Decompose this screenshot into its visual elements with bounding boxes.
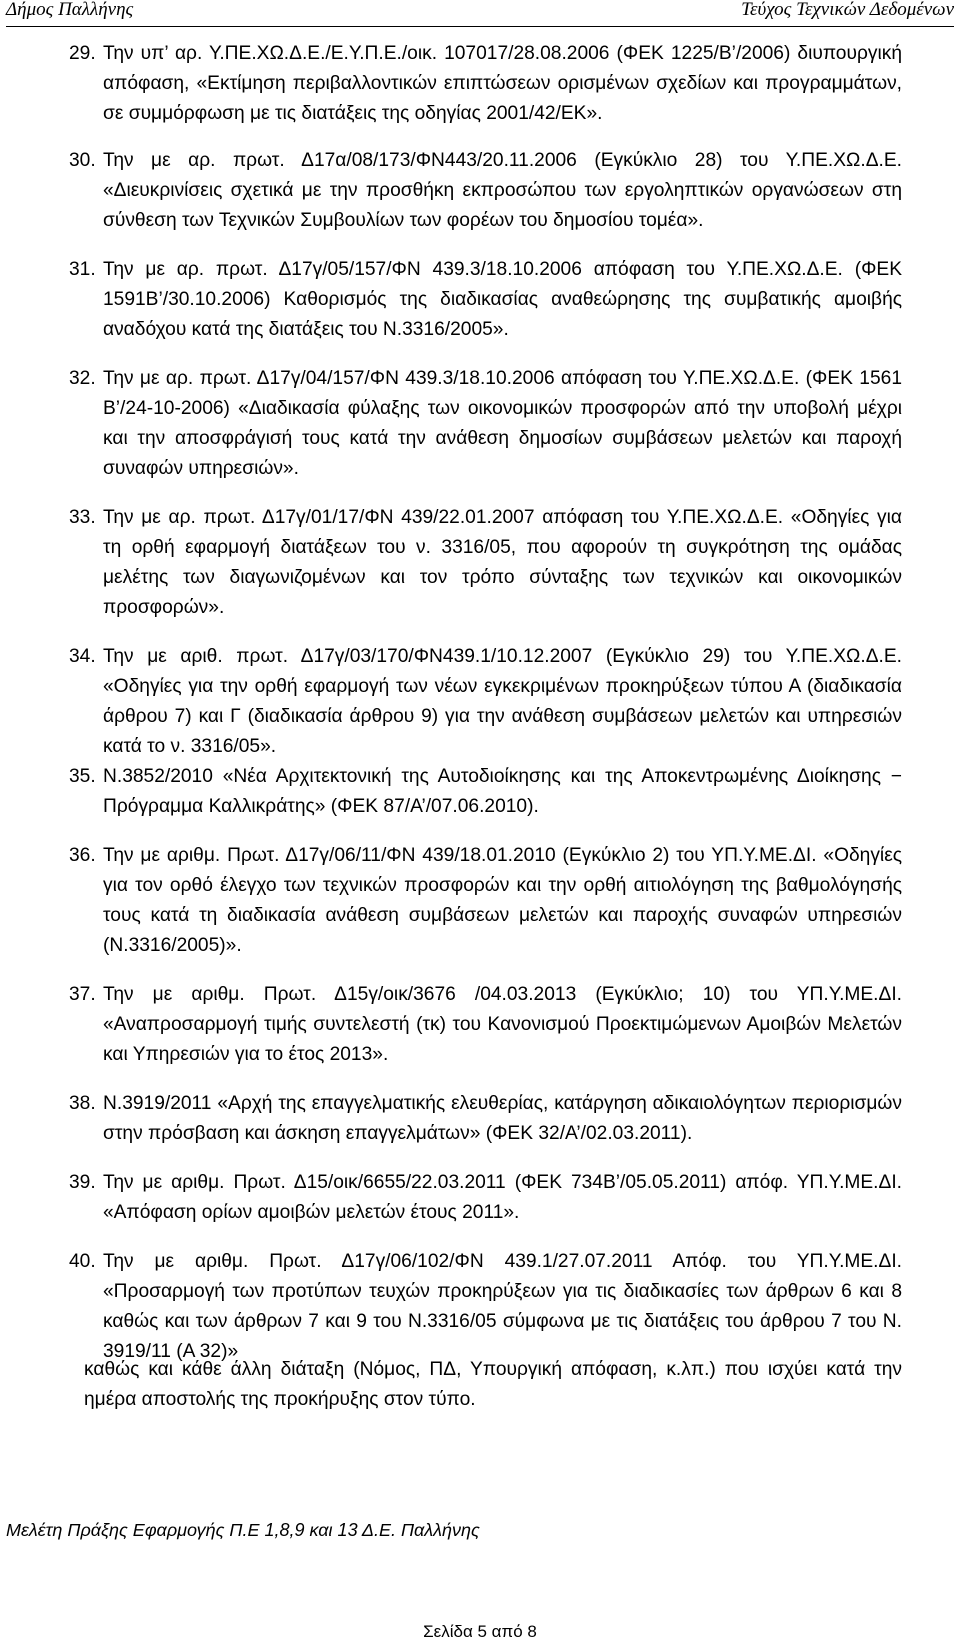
item-number: 36. <box>69 845 96 866</box>
list-item-32 <box>69 364 902 484</box>
item-text: Ν.3919/2011 «Αρχή της επαγγελματικής ελευθερίας, κατάργηση αδικαιολόγητων περιορισμών στην πρόσβαση και άσκηση επαγγελμάτων» (ΦΕΚ 32/Α’/02.03.2011). <box>103 1093 902 1144</box>
header-municipality: Δήμος Παλλήνης <box>6 0 134 20</box>
list-item-29 <box>69 39 902 129</box>
item-number: 34. <box>69 646 96 667</box>
item-number: 29. <box>69 43 96 64</box>
list-item-37 <box>69 980 902 1070</box>
item-text: Την με αριθμ. Πρωτ. Δ17γ/06/102/ΦΝ 439.1/27.07.2011 Απόφ. του ΥΠ.Υ.ΜΕ.ΔΙ. «Προσαρμογή των προτύπων τευχών προκηρύξεων για τις διαδικασίες των άρθρων 6 και 8 καθώς και των άρθρων 7 και 9 του Ν.3316/05 σύμφωνα με τις διατάξεις του άρθρου 7 του Ν. 3919/11 (Α 32)» <box>103 1251 902 1362</box>
item-text: Την με αριθμ. Πρωτ. Δ17γ/06/11/ΦΝ 439/18.01.2010 (Εγκύκλιο 2) του ΥΠ.Υ.ΜΕ.ΔΙ. «Οδηγίες για τον ορθό έλεγχο των τεχνικών προσφορών και την ορθή αιτιολόγηση της βαθμολόγησής τους κατά τη διαδικασία ανάθεση συμβάσεων μελετών και παροχής συναφών υπηρεσιών (Ν.3316/2005)». <box>103 845 902 956</box>
list-item-35 <box>69 762 902 822</box>
legislation-list <box>69 39 902 1367</box>
item-number: 33. <box>69 507 96 528</box>
page-number: Σελίδα 5 από 8 <box>423 1622 537 1641</box>
item-number: 30. <box>69 150 96 171</box>
item-number: 40. <box>69 1251 96 1272</box>
item-number: 32. <box>69 368 96 389</box>
list-item-39 <box>69 1168 902 1228</box>
list-item-38 <box>69 1089 902 1149</box>
item-text: Την με αριθ. πρωτ. Δ17γ/03/170/ΦΝ439.1/10.12.2007 (Εγκύκλιο 29) του Υ.ΠΕ.ΧΩ.Δ.Ε. «Οδηγίες για την ορθή εφαρμογή των νέων εγκεκριμένων προκηρύξεων τύπου Α (διαδικασία άρθρου 7) και Γ (διαδικασία άρθρου 9) για την ανάθεση συμβάσεων μελετών και υπηρεσιών κατά το ν. 3316/05». <box>103 646 902 757</box>
list-item-34 <box>69 642 902 762</box>
item-text: Την με αριθμ. Πρωτ. Δ15/οικ/6655/22.03.2011 (ΦΕΚ 734Β’/05.05.2011) απόφ. ΥΠ.Υ.ΜΕ.ΔΙ. «Απόφαση ορίων αμοιβών μελετών έτους 2011». <box>103 1172 902 1223</box>
item-text: Την με αρ. πρωτ. Δ17γ/01/17/ΦΝ 439/22.01.2007 απόφαση του Υ.ΠΕ.ΧΩ.Δ.Ε. «Οδηγίες για τη ορθή εφαρμογή διατάξεων του ν. 3316/05, που αφορούν τη συγκρότηση της ομάδας μελέτης των διαγωνιζομένων και τον τρόπο σύνταξης των τεχνικών και οικονομικών προσφορών». <box>103 507 902 618</box>
footer-study-title: Μελέτη Πράξης Εφαρμογής Π.Ε 1,8,9 και 13 Δ.Ε. Παλλήνης <box>6 1520 480 1540</box>
page-header <box>6 0 954 27</box>
list-item-33 <box>69 503 902 623</box>
item-number: 37. <box>69 984 96 1005</box>
list-item-31 <box>69 255 902 345</box>
item-number: 39. <box>69 1172 96 1193</box>
item-number: 31. <box>69 259 96 280</box>
list-item-30 <box>69 146 902 236</box>
item-number: 38. <box>69 1093 96 1114</box>
header-document-title: Τεύχος Τεχνικών Δεδομένων <box>741 0 954 20</box>
item-number: 35. <box>69 766 96 787</box>
item-text: Την με αριθμ. Πρωτ. Δ15γ/οικ/3676 /04.03.2013 (Εγκύκλιο; 10) του ΥΠ.Υ.ΜΕ.ΔΙ. «Αναπροσαρμογή τιμής συντελεστή (τκ) του Κανονισμού Προεκτιμώμενων Αμοιβών Μελετών και Υπηρεσιών για το έτος 2013». <box>103 984 902 1065</box>
list-item-36 <box>69 841 902 961</box>
item-text: Την υπ’ αρ. Υ.ΠΕ.ΧΩ.Δ.Ε./Ε.Υ.Π.Ε./οικ. 107017/28.08.2006 (ΦΕΚ 1225/Β’/2006) διυπουργική απόφαση, «Εκτίμηση περιβαλλοντικών επιπτώσεων ορισμένων σχεδίων και προγραμμάτων, σε συμμόρφωση με τις διατάξεις της οδηγίας 2001/42/ΕΚ». <box>103 43 902 124</box>
closing-paragraph: καθώς και κάθε άλλη διάταξη (Νόμος, ΠΔ, Υπουργική απόφαση, κ.λπ.) που ισχύει κατά την ημέρα αποστολής της προκήρυξης στον τύπο. <box>84 1359 902 1410</box>
item-text: Την με αρ. πρωτ. Δ17γ/04/157/ΦΝ 439.3/18.10.2006 απόφαση του Υ.ΠΕ.ΧΩ.Δ.Ε. (ΦΕΚ 1561 Β’/24-10-2006) «Διαδικασία φύλαξης των οικονομικών προσφορών από την υποβολή μέχρι και την αποσφράγισή τους κατά την ανάθεση δημοσίων συμβάσεων μελετών και παροχή συναφών υπηρεσιών». <box>103 368 902 479</box>
item-text: Ν.3852/2010 «Νέα Αρχιτεκτονική της Αυτοδιοίκησης και της Αποκεντρωμένης Διοίκησης − Πρόγραμμα Καλλικράτης» (ΦΕΚ 87/Α’/07.06.2010). <box>103 766 902 817</box>
item-text: Την με αρ. πρωτ. Δ17γ/05/157/ΦΝ 439.3/18.10.2006 απόφαση του Υ.ΠΕ.ΧΩ.Δ.Ε. (ΦΕΚ 1591Β’/30.10.2006) Καθορισμός της διαδικασίας αναθεώρησης της συμβατικής αμοιβής αναδόχου κατά της διατάξεις του Ν.3316/2005». <box>103 259 902 340</box>
list-item-40 <box>69 1247 902 1367</box>
item-text: Την με αρ. πρωτ. Δ17α/08/173/ΦΝ443/20.11.2006 (Εγκύκλιο 28) του Υ.ΠΕ.ΧΩ.Δ.Ε. «Διευκρινίσεις σχετικά με την προσθήκη εκπροσώπου των εργοληπτικών οργανώσεων στη σύνθεση των Τεχνικών Συμβουλίων των φορέων του δημοσίου τομέα». <box>103 150 902 231</box>
